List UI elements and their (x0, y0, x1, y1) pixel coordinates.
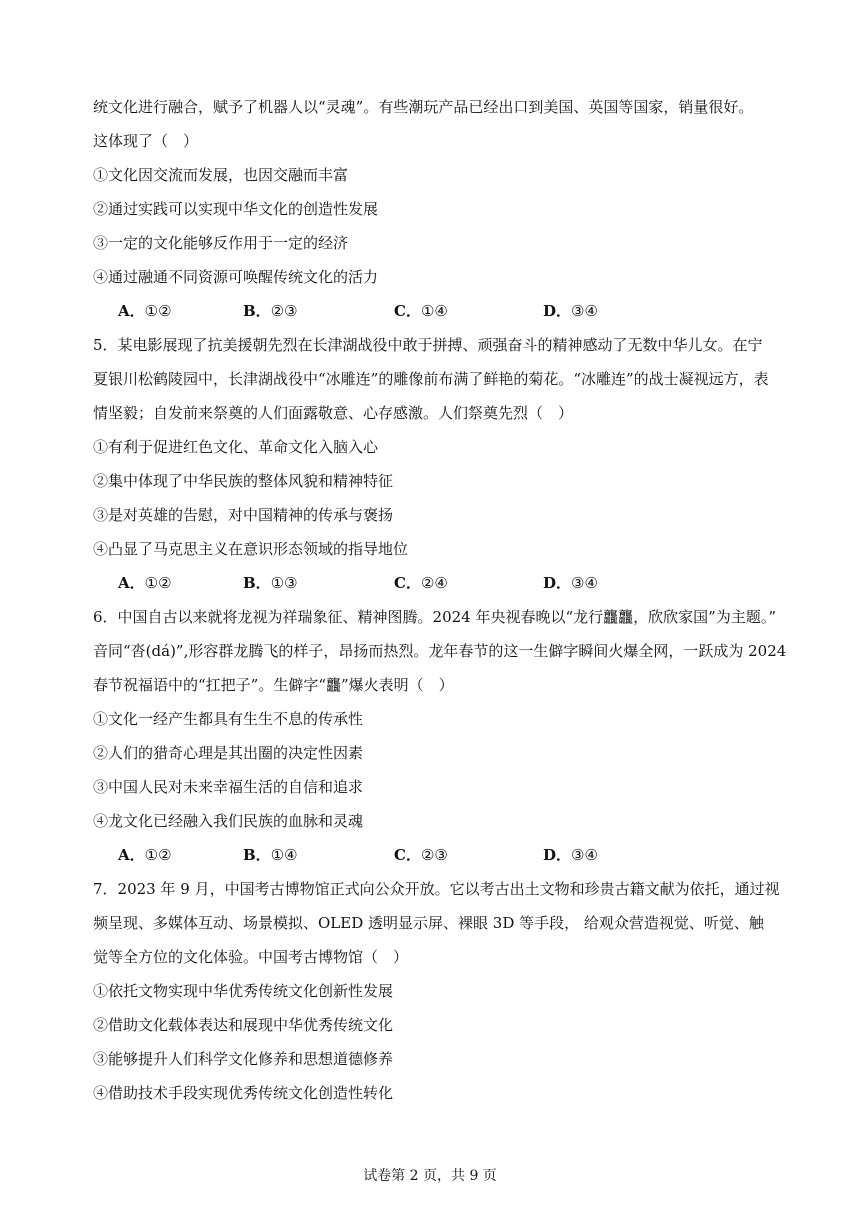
option-letter: A． (118, 302, 145, 320)
option-letter: B． (243, 846, 271, 864)
option-text: ③④ (571, 846, 598, 864)
question-6-stem-line-1: 6．中国自古以来就将龙视为祥瑞象征、精神图腾。2024 年央视春晚以“龙行龘龘，欣欣家国”为主题。” (93, 608, 776, 626)
option-d[interactable] (543, 301, 598, 321)
option-c[interactable] (394, 845, 448, 865)
question-7-stem-line-2: 频呈现、多媒体互动、场景模拟、OLED 透明显示屏、裸眼 3D 等手段， 给观众营造视觉、听觉、触 (93, 914, 764, 932)
question-4-statement-1: ①文化因交流而发展，也因交融而丰富 (93, 166, 349, 184)
question-7-stem-line-3: 觉等全方位的文化体验。中国考古博物馆（ ） (93, 948, 409, 966)
question-5-statement-4: ④凸显了马克思主义在意识形态领域的指导地位 (93, 540, 409, 558)
option-letter: C． (394, 574, 421, 592)
question-4-stem-line-2: 这体现了（ ） (93, 132, 199, 150)
question-5-statement-1: ①有利于促进红色文化、革命文化入脑入心 (93, 438, 379, 456)
question-7-statement-2: ②借助文化载体表达和展现中华优秀传统文化 (93, 1016, 394, 1034)
question-4-statement-4: ④通过融通不同资源可唤醒传统文化的活力 (93, 268, 379, 286)
option-c[interactable] (394, 573, 448, 593)
question-6-statement-1: ①文化一经产生都具有生生不息的传承性 (93, 710, 364, 728)
question-6-stem-line-3: 春节祝福语中的“扛把子”。生僻字“龘”爆火表明（ ） (93, 676, 454, 694)
option-letter: D． (543, 574, 572, 592)
question-7-statement-1: ①依托文物实现中华优秀传统文化创新性发展 (93, 982, 394, 1000)
option-letter: B． (243, 302, 271, 320)
option-b[interactable] (243, 301, 298, 321)
option-letter: B． (243, 574, 271, 592)
page-footer: 试卷第 2 页，共 9 页 (363, 1168, 497, 1184)
option-text: ①④ (270, 846, 298, 864)
question-6-statement-3: ③中国人民对未来幸福生活的自信和追求 (93, 778, 364, 796)
question-6-stem-line-2: 音同“沓(dá)”,形容群龙腾飞的样子，昂扬而热烈。龙年春节的这一生僻字瞬间火爆全网，一跃成为 2024 (93, 642, 787, 660)
option-a[interactable] (118, 301, 172, 321)
option-a[interactable] (118, 573, 172, 593)
option-text: ②③ (420, 846, 448, 864)
option-text: ②④ (420, 574, 448, 592)
option-d[interactable] (543, 573, 598, 593)
option-text: ③④ (571, 302, 598, 320)
option-letter: C． (394, 302, 421, 320)
question-4-statement-2: ②通过实践可以实现中华文化的创造性发展 (93, 200, 379, 218)
option-letter: D． (543, 302, 572, 320)
option-b[interactable] (243, 573, 298, 593)
option-text: ③④ (571, 574, 598, 592)
question-7-statement-3: ③能够提升人们科学文化修养和思想道德修养 (93, 1050, 394, 1068)
question-4-statement-3: ③一定的文化能够反作用于一定的经济 (93, 234, 349, 252)
option-text: ①② (144, 574, 172, 592)
option-letter: C． (394, 846, 421, 864)
question-6-statement-4: ④龙文化已经融入我们民族的血脉和灵魂 (93, 812, 364, 830)
question-4-stem-line-1: 统文化进行融合，赋予了机器人以“灵魂”。有些潮玩产品已经出口到美国、英国等国家，销量很好。 (93, 98, 754, 116)
option-b[interactable] (243, 845, 298, 865)
option-a[interactable] (118, 845, 172, 865)
question-5-statement-2: ②集中体现了中华民族的整体风貌和精神特征 (93, 472, 394, 490)
option-text: ①② (144, 846, 172, 864)
question-5-stem-line-2: 夏银川松鹤陵园中，长津湖战役中“冰雕连”的雕像前布满了鲜艳的菊花。“冰雕连”的战士凝视远方，表 (93, 370, 769, 388)
option-c[interactable] (394, 301, 448, 321)
question-7-stem-line-1: 7．2023 年 9 月，中国考古博物馆正式向公众开放。它以考古出土文物和珍贵古籍文献为依托，通过视 (93, 880, 780, 898)
question-5-stem-line-1: 5．某电影展现了抗美援朝先烈在长津湖战役中敢于拼搏、顽强奋斗的精神感动了无数中华儿女。在宁 (93, 336, 763, 354)
question-5-statement-3: ③是对英雄的告慰，对中国精神的传承与褒扬 (93, 506, 394, 524)
question-7-statement-4: ④借助技术手段实现优秀传统文化创造性转化 (93, 1084, 394, 1102)
question-5-stem-line-3: 情坚毅；自发前来祭奠的人们面露敬意、心存感激。人们祭奠先烈（ ） (93, 404, 574, 422)
option-d[interactable] (543, 845, 598, 865)
option-letter: A． (118, 846, 145, 864)
option-text: ①④ (420, 302, 448, 320)
option-letter: A． (118, 574, 145, 592)
question-6-statement-2: ②人们的猎奇心理是其出圈的决定性因素 (93, 744, 364, 762)
option-text: ①③ (270, 574, 298, 592)
option-text: ②③ (270, 302, 298, 320)
option-letter: D． (543, 846, 572, 864)
option-text: ①② (144, 302, 172, 320)
